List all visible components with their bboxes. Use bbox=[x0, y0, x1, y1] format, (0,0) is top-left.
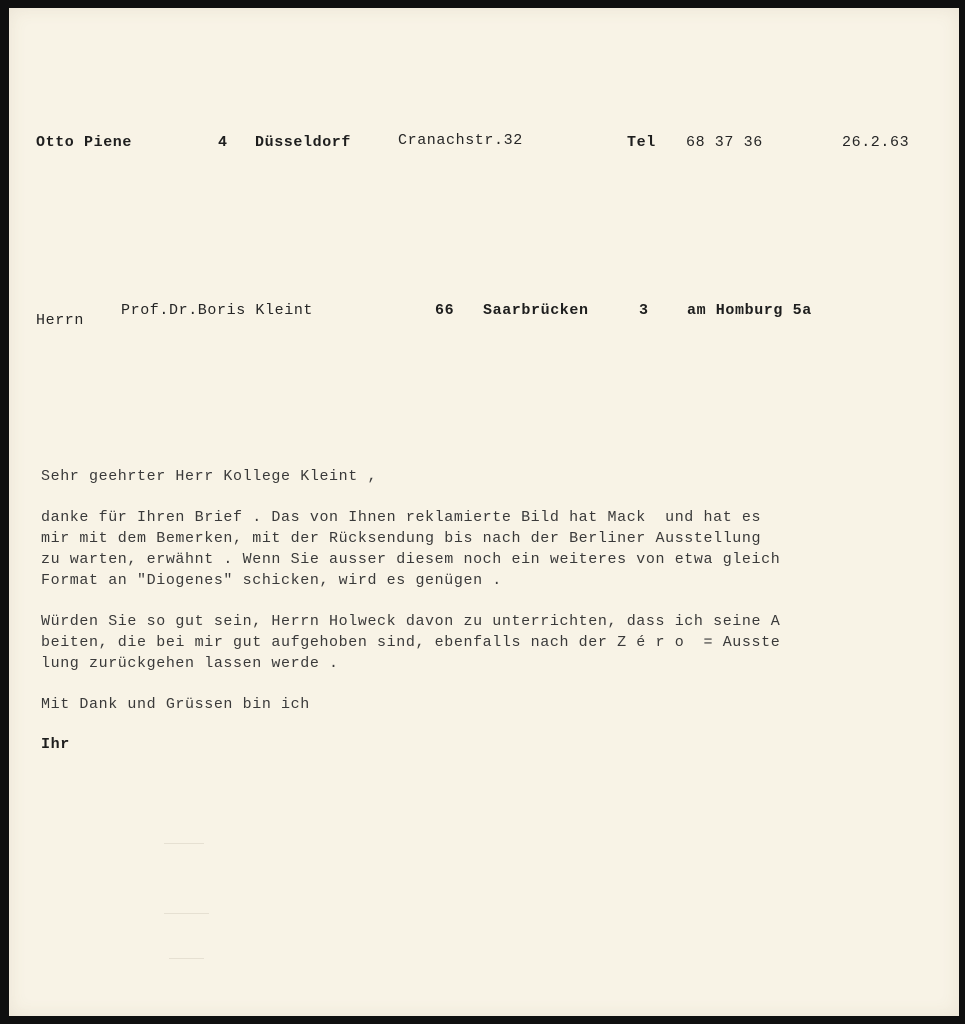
paragraph-1-line: zu warten, erwähnt . Wenn Sie ausser diesem noch ein weiteres von etwa gleich bbox=[41, 551, 781, 568]
sender-name: Otto Piene bbox=[36, 134, 133, 151]
sender-postal-code: 4 bbox=[218, 134, 228, 151]
letter-date: 26.2.63 bbox=[842, 134, 910, 151]
paragraph-2-line: Würden Sie so gut sein, Herrn Holweck davon zu unterrichten, dass ich seine A bbox=[41, 613, 781, 630]
paragraph-1-line: danke für Ihren Brief . Das von Ihnen reklamierte Bild hat Mack und hat es bbox=[41, 509, 762, 526]
sender-city: Düsseldorf bbox=[255, 134, 352, 151]
recipient-district: 3 bbox=[639, 302, 649, 319]
sender-street: Cranachstr.32 bbox=[398, 132, 523, 149]
show-through-mark bbox=[164, 843, 204, 844]
paragraph-2-line: lung zurückgehen lassen werde . bbox=[41, 655, 339, 672]
paragraph-1-line: Format an "Diogenes" schicken, wird es genügen . bbox=[41, 572, 502, 589]
letter-greeting: Sehr geehrter Herr Kollege Kleint , bbox=[41, 468, 378, 485]
paragraph-2-line: beiten, die bei mir gut aufgehoben sind, ebenfalls nach der Z é r o = Ausste bbox=[41, 634, 781, 651]
show-through-mark bbox=[164, 913, 209, 914]
recipient-salutation: Herrn bbox=[36, 312, 85, 329]
letter-sign-off: Ihr bbox=[41, 736, 70, 753]
show-through-mark bbox=[169, 958, 204, 959]
sender-tel-label: Tel bbox=[627, 134, 656, 151]
sender-tel-number: 68 37 36 bbox=[686, 134, 763, 151]
recipient-city: Saarbrücken bbox=[483, 302, 589, 319]
letter-closing: Mit Dank und Grüssen bin ich bbox=[41, 696, 310, 713]
recipient-postal-code: 66 bbox=[435, 302, 455, 319]
letter-page bbox=[9, 8, 959, 1016]
recipient-street: am Homburg 5a bbox=[687, 302, 812, 319]
paragraph-1-line: mir mit dem Bemerken, mit der Rücksendung bis nach der Berliner Ausstellung bbox=[41, 530, 762, 547]
recipient-name: Prof.Dr.Boris Kleint bbox=[121, 302, 314, 319]
